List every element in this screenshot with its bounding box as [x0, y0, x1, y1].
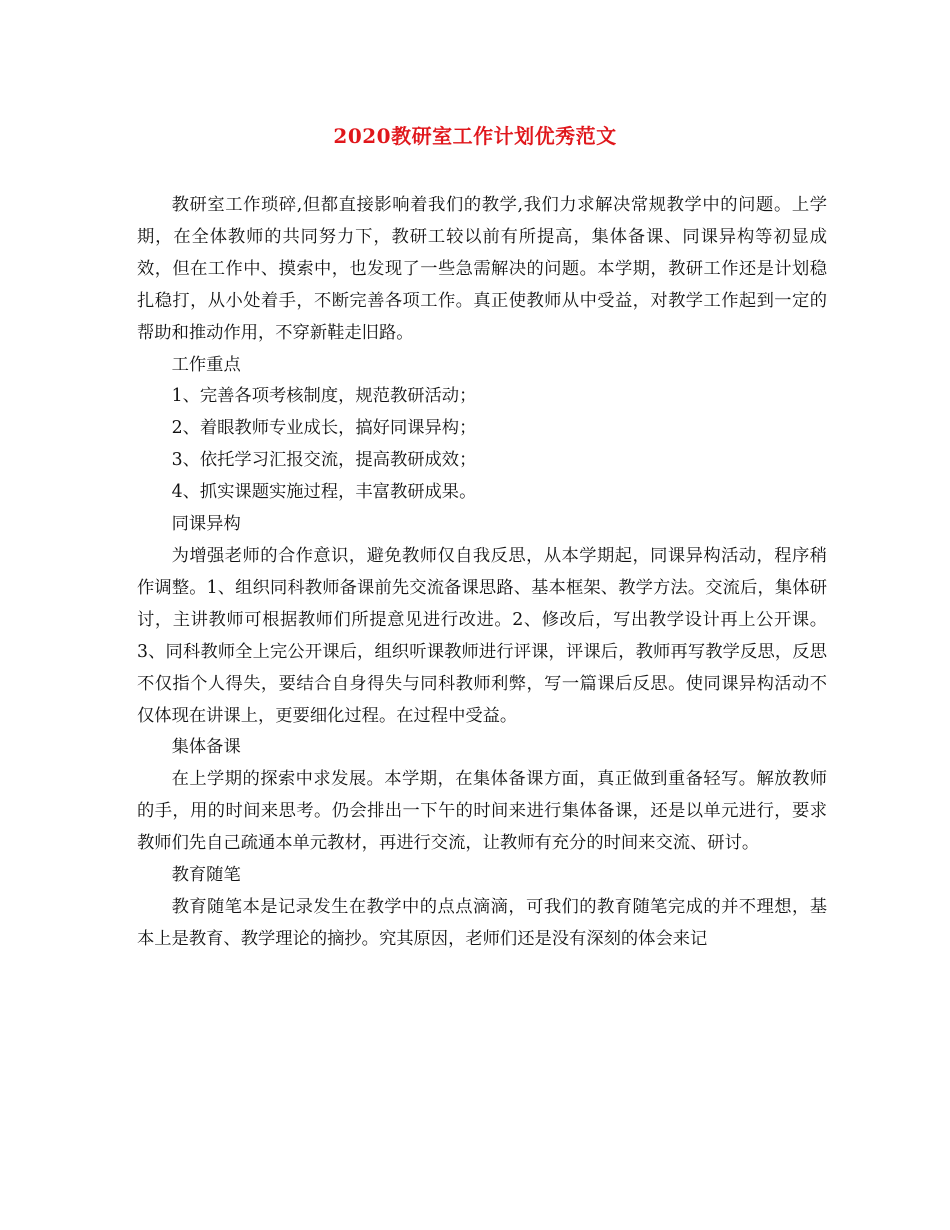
- focus-item: 2、着眼教师专业成长，搞好同课异构；: [171, 418, 477, 439]
- intro-paragraph: 教研室工作琐碎,但都直接影响着我们的教学,我们力求解决常规教学中的问题。上学期，在全体教师的共同努力下，教研工较以前有所提高，集体备课、同课异构等初显成效，但在工作中、摸索中，也发现了一些急需解决的问题。本学期，教研工作还是计划稳扎稳打，从小处着手，不断完善各项工作。真正使教师从中受益，对教学工作起到一定的帮助和推动作用，不穿新鞋走旧路。: [137, 195, 827, 343]
- section-heading-jiti: 集体备课: [171, 737, 241, 758]
- document-body: [137, 190, 827, 956]
- section-paragraph-jiti: 在上学期的探索中求发展。本学期，在集体备课方面，真正做到重备轻写。解放教师的手，用的时间来思考。仍会排出一下午的时间来进行集体备课，还是以单元进行，要求教师们先自己疏通本单元教材，再进行交流，让教师有充分的时间来交流、研讨。: [137, 769, 827, 854]
- section-paragraph-tongke: 为增强老师的合作意识，避免教师仅自我反思，从本学期起，同课异构活动，程序稍作调整。1、组织同科教师备课前先交流备课思路、基本框架、教学方法。交流后，集体研讨，主讲教师可根据教师们所提意见进行改进。2、修改后，写出教学设计再上公开课。3、同科教师全上完公开课后，组织听课教师进行评课，评课后，教师再写教学反思，反思不仅指个人得失，要结合自身得失与同科教师利弊，写一篇课后反思。使同课异构活动不仅体现在讲课上，更要细化过程。在过程中受益。: [137, 545, 827, 726]
- section-paragraph-suibi: 教育随笔本是记录发生在教学中的点点滴滴，可我们的教育随笔完成的并不理想，基本上是教育、教学理论的摘抄。究其原因，老师们还是没有深刻的体会来记: [137, 896, 827, 949]
- focus-item: 1、完善各项考核制度，规范教研活动；: [171, 386, 477, 407]
- section-heading-tongke: 同课异构: [171, 514, 241, 535]
- section-heading-suibi: 教育随笔: [171, 865, 241, 886]
- focus-item: 4、抓实课题实施过程，丰富教研成果。: [171, 482, 477, 503]
- focus-heading: 工作重点: [171, 354, 241, 375]
- focus-item: 3、依托学习汇报交流，提高教研成效；: [171, 450, 477, 471]
- document-title: 2020教研室工作计划优秀范文: [333, 124, 617, 148]
